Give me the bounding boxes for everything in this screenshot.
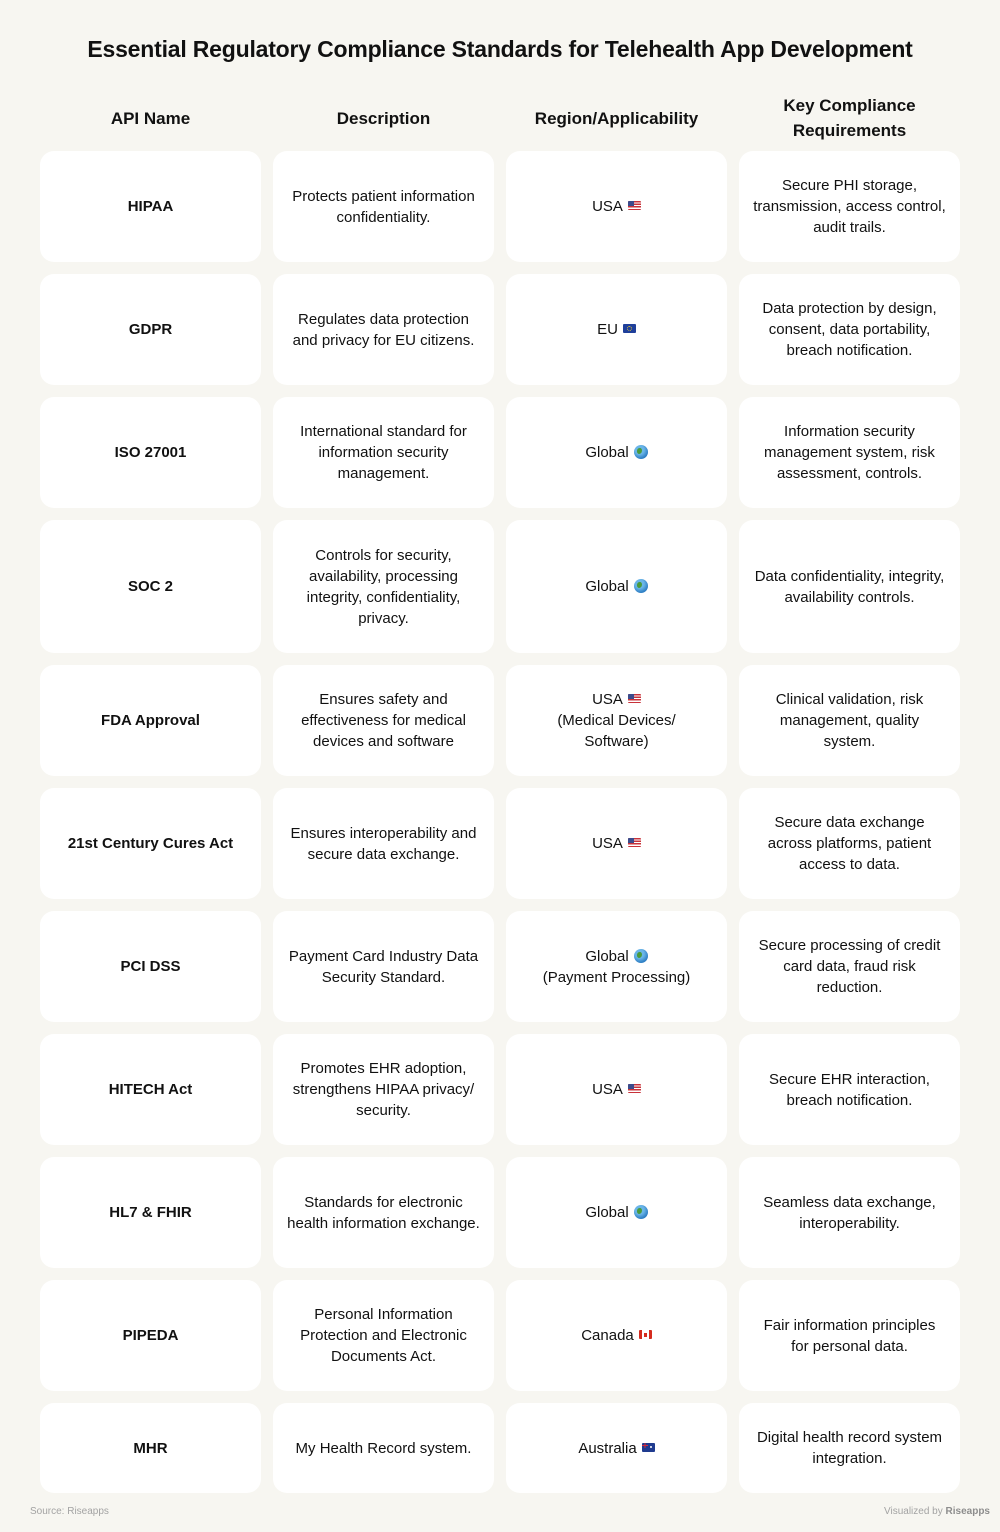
region-label: Global [585,444,629,461]
requirements-cell: Fair information principles for personal data. [739,1280,960,1391]
requirements-cell: Information security management system, risk assessment, controls. [739,397,960,508]
visualized-by-credit [884,1506,990,1517]
header-description: Description [336,108,431,128]
australia-flag-icon [642,1443,655,1452]
region-cell [506,911,727,1022]
description-cell: International standard for information security management. [273,397,494,508]
usa-flag-icon [628,838,641,847]
table-row [40,151,960,262]
region-line [585,442,647,463]
region-content [585,576,647,597]
region-line [592,833,641,854]
region-cell [506,151,727,262]
region-line [597,319,636,340]
table-body [40,151,960,1505]
region-label: USA [592,691,623,708]
table-row [40,520,960,653]
requirements-cell: Secure data exchange across platforms, patient access to data. [739,788,960,899]
description-cell: Standards for electronic health information exchange. [273,1157,494,1268]
api-name-cell: 21st Century Cures Act [40,788,261,899]
region-content [585,442,647,463]
region-content [578,1438,654,1459]
region-content [585,1202,647,1223]
region-content [592,833,641,854]
region-content [581,1325,652,1346]
region-label: USA [592,1081,623,1098]
region-cell [506,788,727,899]
description-cell: Personal Information Protection and Electronic Documents Act. [273,1280,494,1391]
requirements-cell: Seamless data exchange, interoperability. [739,1157,960,1268]
requirements-cell: Data protection by design, consent, data portability, breach notification. [739,274,960,385]
globe-icon [634,579,648,593]
visualized-by-prefix: Visualized by [884,1506,943,1517]
region-content [533,946,701,988]
table-row [40,665,960,776]
table-row [40,274,960,385]
globe-icon [634,1205,648,1219]
region-cell [506,520,727,653]
header-api-name: API Name [110,108,191,128]
api-name-cell: HIPAA [40,151,261,262]
region-line [585,1202,647,1223]
requirements-cell: Secure PHI storage, transmission, access control, audit trails. [739,151,960,262]
api-name-cell: HITECH Act [40,1034,261,1145]
api-name-cell: GDPR [40,274,261,385]
region-cell [506,274,727,385]
region-line [533,946,701,967]
region-line [581,1325,652,1346]
table-row [40,788,960,899]
page-title: Essential Regulatory Compliance Standards for Telehealth App Development [87,36,913,62]
description-cell: My Health Record system. [273,1403,494,1493]
api-name-cell: FDA Approval [40,665,261,776]
api-name-cell: PCI DSS [40,911,261,1022]
region-cell [506,1403,727,1493]
api-name-cell: SOC 2 [40,520,261,653]
region-label: USA [592,835,623,852]
region-cell [506,1034,727,1145]
description-cell: Promotes EHR adoption, strengthens HIPAA privacy/ security. [273,1034,494,1145]
region-cell [506,1280,727,1391]
api-name-cell: PIPEDA [40,1280,261,1391]
region-note: (Medical Devices/ Software) [557,712,676,750]
region-note: (Payment Processing) [542,968,691,986]
api-name-cell: HL7 & FHIR [40,1157,261,1268]
api-name-cell: MHR [40,1403,261,1493]
usa-flag-icon [628,694,641,703]
source-credit: Source: Riseapps [30,1506,109,1517]
region-label: Canada [581,1327,634,1344]
region-label: EU [597,321,618,338]
region-content [597,319,636,340]
table-header [40,86,960,150]
description-cell: Ensures interoperability and secure data exchange. [273,788,494,899]
eu-flag-icon [623,324,636,333]
requirements-cell: Secure processing of credit card data, fraud risk reduction. [739,911,960,1022]
region-line [592,196,641,217]
description-cell: Regulates data protection and privacy for EU citizens. [273,274,494,385]
region-line [585,576,647,597]
requirements-cell: Secure EHR interaction, breach notification. [739,1034,960,1145]
table-row [40,397,960,508]
table-row [40,911,960,1022]
region-line [578,1438,654,1459]
canada-flag-icon [639,1330,652,1339]
api-name-cell: ISO 27001 [40,397,261,508]
description-cell: Protects patient information confidentiality. [273,151,494,262]
region-line [520,689,713,710]
region-cell [506,665,727,776]
region-label: USA [592,198,623,215]
requirements-cell: Digital health record system integration. [739,1403,960,1493]
header-requirements: Key Compliance Requirements [783,96,916,140]
region-label: Global [585,578,629,595]
region-cell [506,397,727,508]
table-row [40,1034,960,1145]
description-cell: Controls for security, availability, processing integrity, confidentiality, privacy. [273,520,494,653]
requirements-cell: Clinical validation, risk management, quality system. [739,665,960,776]
region-label: Global [585,947,629,965]
globe-icon [634,949,648,963]
description-cell: Ensures safety and effectiveness for medical devices and software [273,665,494,776]
table-row [40,1280,960,1391]
description-cell: Payment Card Industry Data Security Standard. [273,911,494,1022]
usa-flag-icon [628,1084,641,1093]
region-label: Global [585,1204,629,1221]
region-content [520,689,713,752]
usa-flag-icon [628,201,641,210]
region-content [592,1079,641,1100]
region-cell [506,1157,727,1268]
table-row [40,1157,960,1268]
table-row [40,1403,960,1493]
region-line [592,1079,641,1100]
header-region: Region/Applicability [534,108,699,128]
globe-icon [634,445,648,459]
visualized-by-brand: Riseapps [945,1506,990,1517]
requirements-cell: Data confidentiality, integrity, availability controls. [739,520,960,653]
region-label: Australia [578,1439,637,1457]
region-content [592,196,641,217]
